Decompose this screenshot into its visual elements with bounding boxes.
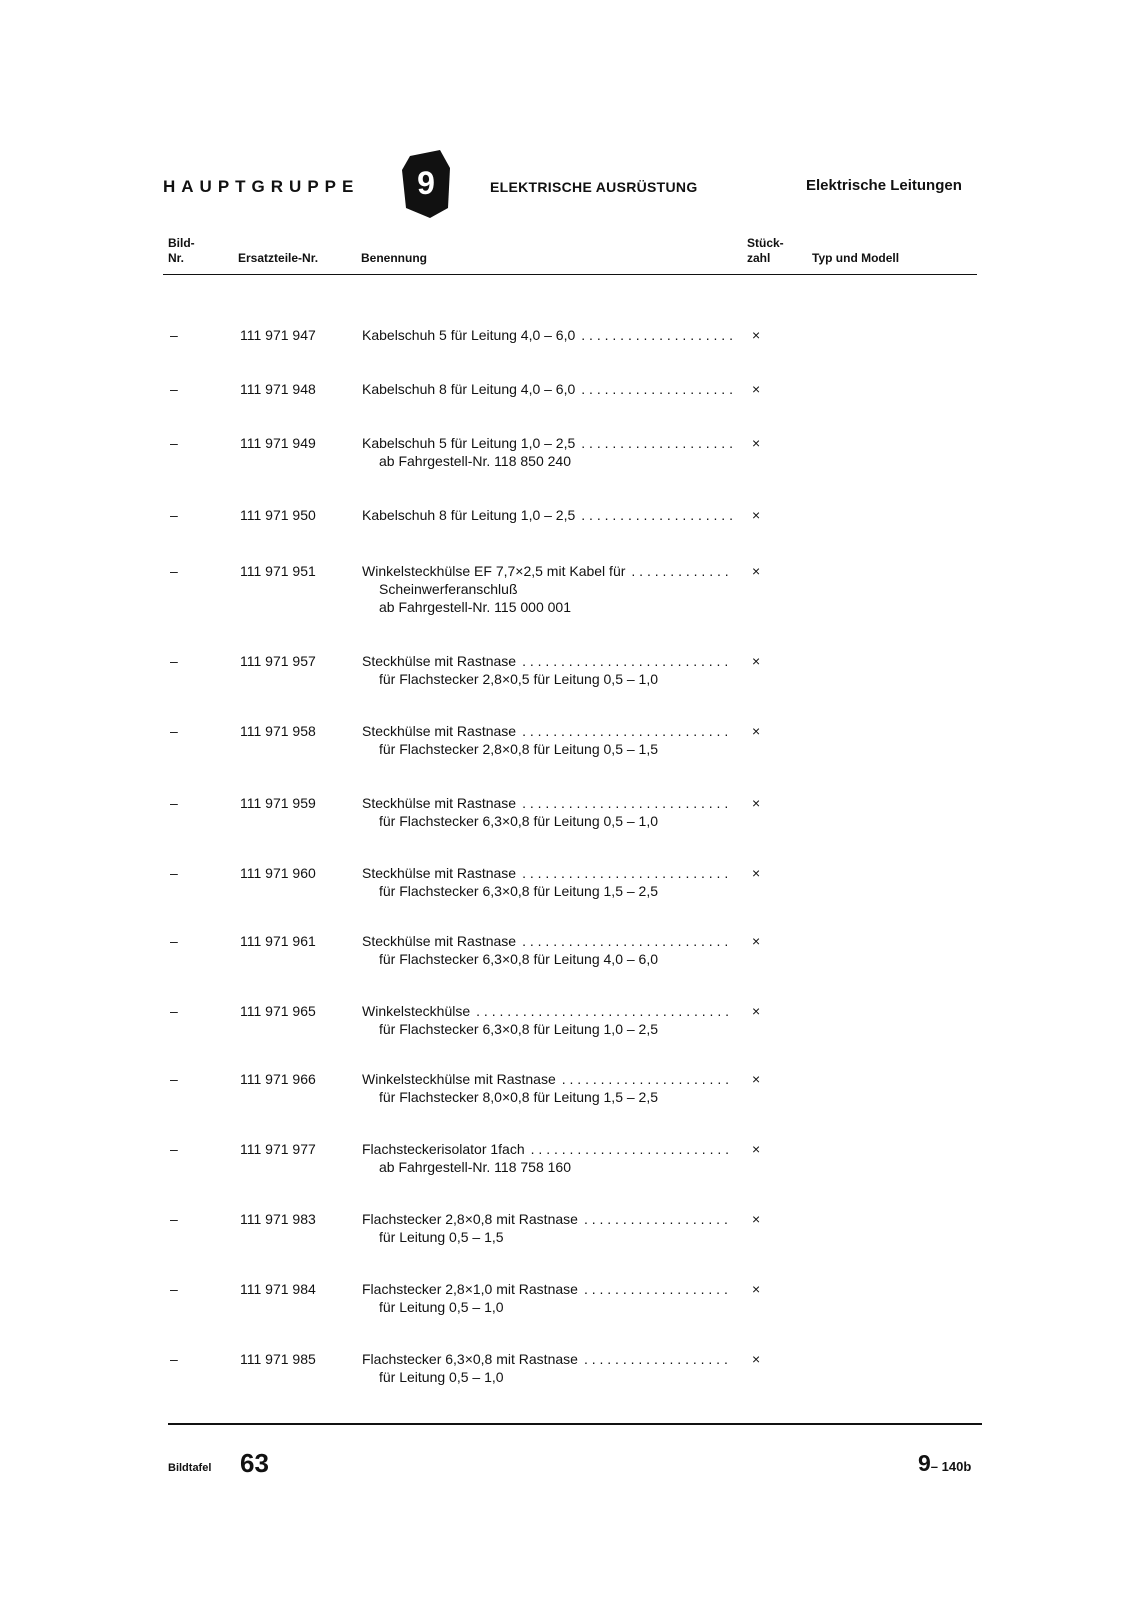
description-text: Steckhülse mit Rastnase (362, 933, 517, 949)
part-description (362, 326, 732, 344)
description-text: Flachsteckerisolator 1fach (362, 1141, 525, 1157)
part-description (362, 1002, 732, 1038)
part-number: 111 971 965 (240, 1003, 316, 1019)
description-detail: ab Fahrgestell-Nr. 118 758 160 (379, 1159, 571, 1175)
bild-nr: – (170, 563, 178, 579)
quantity: × (752, 653, 761, 669)
dot-leader (531, 1140, 732, 1158)
part-number: 111 971 961 (240, 933, 316, 949)
part-number: 111 971 977 (240, 1141, 316, 1157)
part-description (362, 1350, 732, 1386)
description-text: Steckhülse mit Rastnase (362, 795, 517, 811)
part-number: 111 971 949 (240, 435, 316, 451)
quantity: × (752, 865, 761, 881)
dot-leader (522, 932, 732, 950)
page-number: 9– 140b (918, 1450, 972, 1476)
bild-nr: – (170, 795, 178, 811)
quantity: × (752, 1141, 761, 1157)
part-description (362, 722, 732, 758)
column-header-description: Benennung (361, 251, 427, 265)
description-detail: ab Fahrgestell-Nr. 115 000 001 (379, 599, 571, 615)
column-header-type-model: Typ und Modell (812, 251, 900, 265)
dot-leader (476, 1002, 732, 1020)
quantity: × (752, 327, 761, 343)
description-detail: für Leitung 0,5 – 1,5 (379, 1229, 504, 1245)
part-number: 111 971 959 (240, 795, 316, 811)
part-number: 111 971 960 (240, 865, 316, 881)
description-text: Kabelschuh 8 für Leitung 4,0 – 6,0 (362, 381, 576, 397)
part-number: 111 971 947 (240, 327, 316, 343)
bild-nr: – (170, 1071, 178, 1087)
bild-nr: – (170, 381, 178, 397)
group-number-badge (400, 150, 452, 218)
bild-nr: – (170, 435, 178, 451)
description-detail: für Leitung 0,5 – 1,0 (379, 1369, 504, 1385)
column-header-part-number: Ersatzteile-Nr. (238, 251, 319, 265)
quantity: × (752, 933, 761, 949)
quantity: × (752, 435, 761, 451)
bild-nr: – (170, 933, 178, 949)
column-header-bild-nr: Bild- Nr. (168, 236, 195, 265)
bild-nr: – (170, 1003, 178, 1019)
main-group-label: HAUPTGRUPPE (163, 177, 360, 196)
part-number: 111 971 966 (240, 1071, 316, 1087)
header-divider (163, 274, 977, 275)
description-detail: für Flachstecker 2,8×0,5 für Leitung 0,5 – 1,0 (379, 671, 659, 687)
description-detail: für Flachstecker 6,3×0,8 für Leitung 1,5 – 2,5 (379, 883, 659, 899)
part-description (362, 562, 732, 616)
dot-leader (631, 562, 732, 580)
bild-nr: – (170, 327, 178, 343)
group-number: 9 (417, 165, 435, 201)
bild-nr: – (170, 1211, 178, 1227)
description-text: Kabelschuh 8 für Leitung 1,0 – 2,5 (362, 507, 576, 523)
bild-nr: – (170, 653, 178, 669)
part-description (362, 932, 732, 968)
description-detail: für Flachstecker 2,8×0,8 für Leitung 0,5 – 1,5 (379, 741, 659, 757)
bild-nr: – (170, 1351, 178, 1367)
part-number: 111 971 957 (240, 653, 316, 669)
description-text: Winkelsteckhülse (362, 1003, 471, 1019)
quantity: × (752, 507, 761, 523)
part-number: 111 971 958 (240, 723, 316, 739)
part-number: 111 971 950 (240, 507, 316, 523)
description-text: Flachstecker 2,8×0,8 mit Rastnase (362, 1211, 578, 1227)
description-detail: für Flachstecker 6,3×0,8 für Leitung 0,5 – 1,0 (379, 813, 659, 829)
column-header-quantity: Stück- zahl (747, 236, 784, 265)
part-description (362, 1070, 732, 1106)
description-detail: Scheinwerferanschluß (379, 581, 518, 597)
bild-nr: – (170, 865, 178, 881)
dot-leader (584, 1280, 732, 1298)
dot-leader (581, 434, 732, 452)
plate-number: 63 (240, 1448, 269, 1478)
description-detail: für Flachstecker 8,0×0,8 für Leitung 1,5 – 2,5 (379, 1089, 659, 1105)
dot-leader (522, 652, 732, 670)
bild-nr: – (170, 723, 178, 739)
part-description (362, 1210, 732, 1246)
quantity: × (752, 1211, 761, 1227)
section-title: ELEKTRISCHE AUSRÜSTUNG (490, 179, 698, 195)
description-detail: für Leitung 0,5 – 1,0 (379, 1299, 504, 1315)
quantity: × (752, 1351, 761, 1367)
plate-label: Bildtafel (168, 1462, 212, 1474)
dot-leader (584, 1350, 732, 1368)
quantity: × (752, 1281, 761, 1297)
part-description (362, 506, 732, 524)
part-description (362, 1280, 732, 1316)
quantity: × (752, 723, 761, 739)
part-description (362, 794, 732, 830)
quantity: × (752, 563, 761, 579)
subsection-title: Elektrische Leitungen (806, 177, 962, 194)
part-description (362, 652, 732, 688)
bild-nr: – (170, 1281, 178, 1297)
quantity: × (752, 1071, 761, 1087)
part-number: 111 971 948 (240, 381, 316, 397)
dot-leader (522, 722, 732, 740)
bild-nr: – (170, 1141, 178, 1157)
description-text: Kabelschuh 5 für Leitung 1,0 – 2,5 (362, 435, 576, 451)
dot-leader (581, 506, 732, 524)
part-description (362, 380, 732, 398)
part-number: 111 971 951 (240, 563, 316, 579)
part-description (362, 864, 732, 900)
quantity: × (752, 381, 761, 397)
dot-leader (562, 1070, 732, 1088)
description-detail: für Flachstecker 6,3×0,8 für Leitung 4,0 – 6,0 (379, 951, 659, 967)
footer-divider (168, 1423, 982, 1425)
part-number: 111 971 983 (240, 1211, 316, 1227)
dot-leader (522, 794, 732, 812)
dot-leader (581, 326, 732, 344)
dot-leader (522, 864, 732, 882)
description-detail: für Flachstecker 6,3×0,8 für Leitung 1,0 – 2,5 (379, 1021, 659, 1037)
bild-nr: – (170, 507, 178, 523)
description-text: Winkelsteckhülse EF 7,7×2,5 mit Kabel für (362, 563, 626, 579)
part-number: 111 971 985 (240, 1351, 316, 1367)
dot-leader (581, 380, 732, 398)
description-text: Steckhülse mit Rastnase (362, 865, 517, 881)
description-text: Flachstecker 6,3×0,8 mit Rastnase (362, 1351, 578, 1367)
description-text: Kabelschuh 5 für Leitung 4,0 – 6,0 (362, 327, 576, 343)
part-description (362, 434, 732, 470)
part-description (362, 1140, 732, 1176)
description-text: Steckhülse mit Rastnase (362, 723, 517, 739)
description-text: Steckhülse mit Rastnase (362, 653, 517, 669)
description-text: Winkelsteckhülse mit Rastnase (362, 1071, 556, 1087)
quantity: × (752, 795, 761, 811)
part-number: 111 971 984 (240, 1281, 316, 1297)
dot-leader (584, 1210, 732, 1228)
description-text: Flachstecker 2,8×1,0 mit Rastnase (362, 1281, 578, 1297)
quantity: × (752, 1003, 761, 1019)
description-detail: ab Fahrgestell-Nr. 118 850 240 (379, 453, 571, 469)
